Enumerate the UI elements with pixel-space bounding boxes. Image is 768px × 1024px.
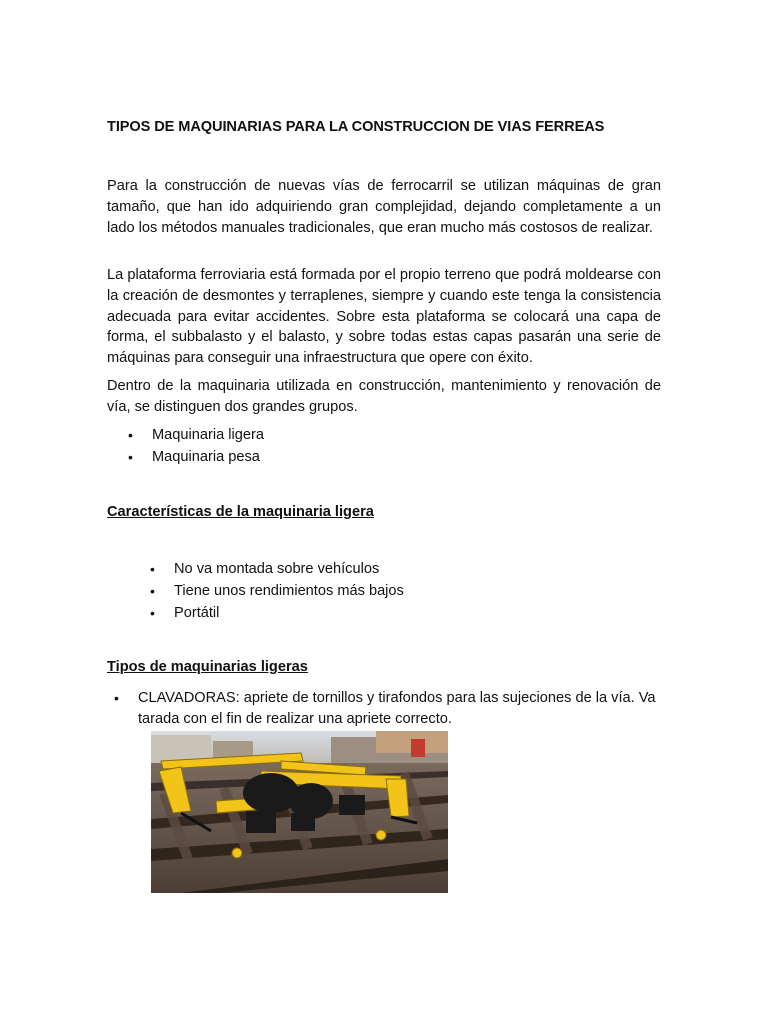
light-characteristics-list (150, 559, 404, 624)
bullet-icon: • (150, 582, 155, 599)
bullet-icon: • (150, 561, 155, 577)
list-item (128, 447, 264, 469)
machinery-groups-list (128, 425, 264, 469)
heading-light-types: Tipos de maquinarias ligeras (107, 659, 308, 675)
list-item (114, 688, 662, 730)
light-types-list (114, 688, 662, 730)
paragraph-platform: La plataforma ferroviaria está formada por el propio terreno que podrá moldearse con la creación de desmontes y terraplenes, siempre y cuando este tenga la consistencia adecuada para evitar accidentes. Sobre esta plataforma se colocará una capa de forma, el subbalasto y el balasto, y sobre todas estas capas pasarán una serie de máquinas para conseguir una infraestructura que opere con éxito. (107, 267, 661, 367)
rail-machine-photo-icon (151, 731, 448, 893)
paragraph-groups: Dentro de la maquinaria utilizada en construcción, mantenimiento y renovación de vía, se distinguen dos grandes grupos. (107, 378, 661, 415)
list-item (150, 581, 404, 603)
list-item (150, 559, 404, 581)
list-item-label: Portátil (174, 604, 220, 621)
list-item-label: No va montada sobre vehículos (174, 561, 380, 577)
bullet-icon: • (150, 604, 155, 621)
list-item-label: Tiene unos rendimientos más bajos (174, 582, 404, 599)
bullet-icon: • (128, 427, 133, 443)
list-item-label: CLAVADORAS: apriete de tornillos y tirafondos para las sujeciones de la vía. Va tarada con el fin de realizar una apriete correcto. (138, 690, 656, 727)
list-item-label: Maquinaria ligera (152, 427, 264, 443)
list-item-label: Maquinaria pesa (152, 448, 260, 465)
clavadora-photo (151, 731, 448, 893)
bullet-icon: • (114, 690, 119, 706)
document-title: TIPOS DE MAQUINARIAS PARA LA CONSTRUCCION DE VIAS FERREAS (107, 119, 605, 135)
paragraph-intro: Para la construcción de nuevas vías de ferrocarril se utilizan máquinas de gran tamaño, que han ido adquiriendo gran complejidad, dejando completamente a un lado los métodos manuales tradicionales, que eran mucho más costosos de realizar. (107, 178, 661, 236)
list-item (128, 425, 264, 447)
list-item (150, 603, 404, 625)
heading-light-characteristics: Características de la maquinaria ligera (107, 504, 374, 520)
bullet-icon: • (128, 448, 133, 465)
